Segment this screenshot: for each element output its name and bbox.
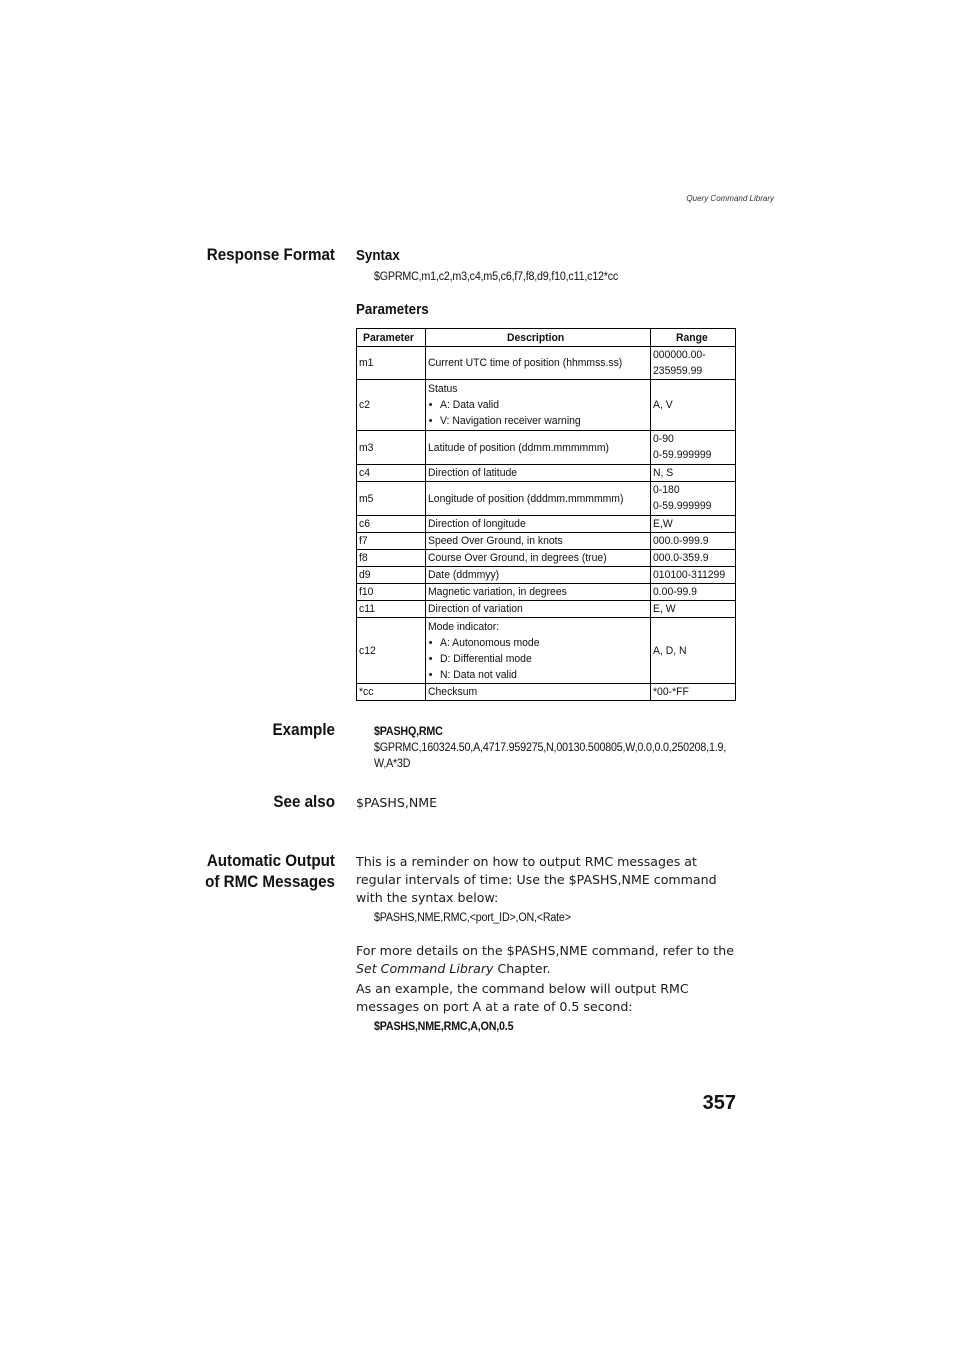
table-row: *cc Checksum *00-*FF	[357, 684, 736, 701]
table-row: c12 Mode indicator: • A: Autonomous mode • D: Differential mode • N: Data not valid A, D, N	[357, 618, 736, 684]
table-header-row	[357, 329, 736, 347]
example-heading: Example	[272, 721, 335, 739]
automatic-output-paragraph-1: This is a reminder on how to output RMC messages at regular intervals of time: Use the $PASHS,NME command with the syntax below:	[356, 854, 717, 905]
table-row: m5 Longitude of position (dddmm.mmmmmm) 0-180 0-59.999999	[357, 482, 736, 516]
parameters-heading: Parameters	[356, 302, 429, 318]
syntax-heading: Syntax	[356, 248, 400, 264]
automatic-output-heading: Automatic Output of RMC Messages	[205, 852, 335, 891]
table-row: f8 Course Over Ground, in degrees (true) 000.0-359.9	[357, 550, 736, 567]
table-row: d9 Date (ddmmyy) 010100-311299	[357, 567, 736, 584]
automatic-output-paragraph-3: As an example, the command below will output RMC messages on port A at a rate of 0.5 second:	[356, 981, 689, 1014]
list-item: • D: Differential mode	[428, 651, 649, 667]
column-header: Range	[651, 329, 736, 347]
see-also-heading: See also	[273, 793, 335, 811]
running-header: Query Command Library	[686, 194, 774, 203]
page-number: 357	[702, 1092, 736, 1114]
table-row: f10 Magnetic variation, in degrees 0.00-99.9	[357, 584, 736, 601]
see-also-link: $PASHS,NME	[356, 795, 438, 810]
list-item: • V: Navigation receiver warning	[428, 413, 649, 429]
list-item: • N: Data not valid	[428, 667, 649, 683]
automatic-output-paragraph-2: For more details on the $PASHS,NME command, refer to the Set Command Library Chapter.	[356, 943, 734, 976]
table-row: f7 Speed Over Ground, in knots 000.0-999.9	[357, 533, 736, 550]
table-row: m3 Latitude of position (ddmm.mmmmmm) 0-90 0-59.999999	[357, 431, 736, 465]
nme-syntax: $PASHS,NME,RMC,<port_ID>,ON,<Rate>	[374, 912, 571, 924]
table-row: c6 Direction of longitude E,W	[357, 516, 736, 533]
parameters-table	[356, 328, 736, 701]
table-row: m1 Current UTC time of position (hhmmss.ss) 000000.00- 235959.99	[357, 347, 736, 380]
chapter-reference: Set Command Library	[356, 961, 494, 976]
table-row: c11 Direction of variation E, W	[357, 601, 736, 618]
response-format-heading: Response Format	[206, 246, 335, 264]
table-row: c2 Status • A: Data valid • V: Navigation receiver warning A, V	[357, 380, 736, 431]
example-response-line-1: $GPRMC,160324.50,A,4717.959275,N,00130.500805,W,0.0,0.0,250208,1.9,	[374, 742, 727, 754]
example-response-line-2: W,A*3D	[374, 758, 411, 770]
example-command: $PASHQ,RMC	[374, 726, 443, 738]
column-header: Parameter	[357, 329, 426, 347]
nme-example-command: $PASHS,NME,RMC,A,ON,0.5	[374, 1021, 514, 1033]
list-item: • A: Data valid	[428, 397, 649, 413]
column-header: Description	[425, 329, 651, 347]
table-row: c4 Direction of latitude N, S	[357, 465, 736, 482]
syntax-string: $GPRMC,m1,c2,m3,c4,m5,c6,f7,f8,d9,f10,c11,c12*cc	[374, 271, 619, 283]
list-item: • A: Autonomous mode	[428, 635, 649, 651]
